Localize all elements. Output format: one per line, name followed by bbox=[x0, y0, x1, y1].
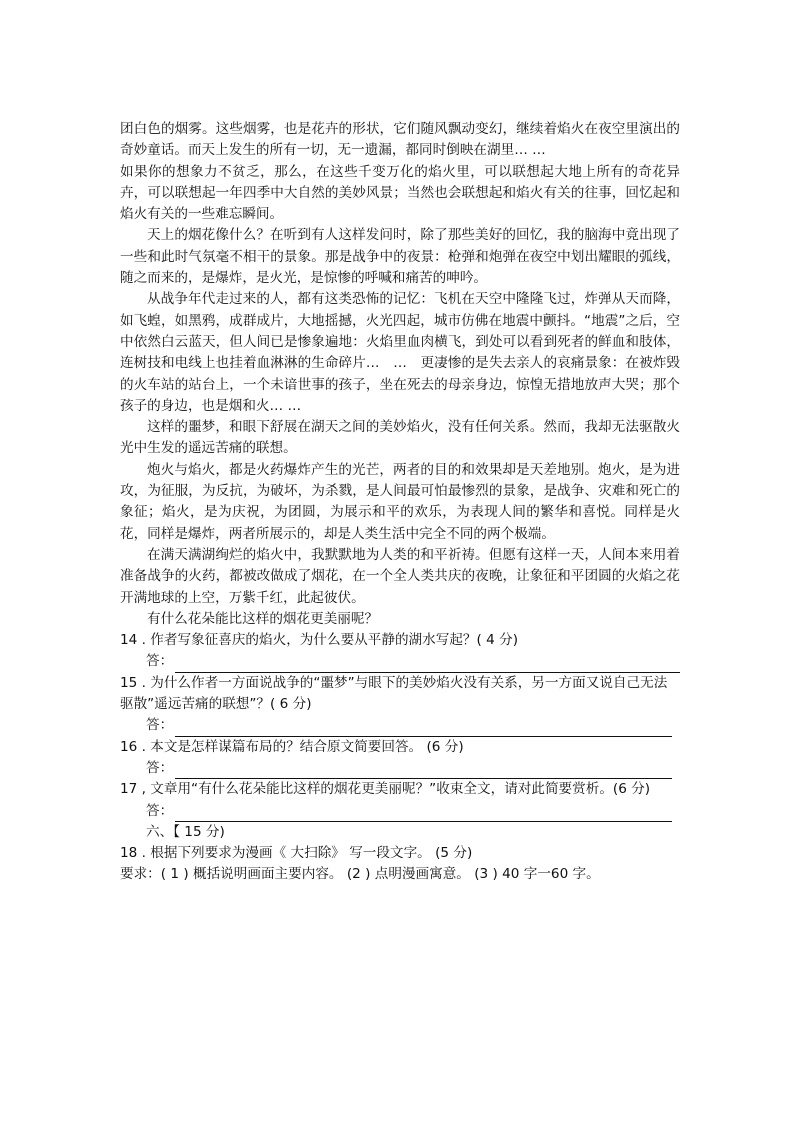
question-14: 14 . 作者写象征喜庆的焰火，为什么要从平静的湖水写起？( 4 分) bbox=[120, 632, 519, 649]
paragraph-6: 炮火与焰火，都是火药爆炸产生的光芒，两者的目的和效果却是天差地别。炮火，是为进攻，为征服，为反抗，为破坏，为杀戮，是人间最可怕最惨烈的景象，是战争、灾难和死亡的象征；焰火，是为庆祝，为团圆，为展示和平的欢乐，为表现人间的繁华和喜悦。同样是火花，同样是爆炸，两者所展示的，却是人类生活中完全不同的两个极端。 bbox=[120, 461, 680, 542]
answer-17-line[interactable] bbox=[175, 806, 672, 822]
paragraph-8: 有什么花朵能比这样的烟花更美丽呢？ bbox=[147, 610, 379, 627]
answer-label: 答： bbox=[146, 717, 174, 734]
paragraph-1: 团白色的烟雾。这些烟雾，也是花卉的形状，它们随风飘动变幻，继续着焰火在夜空里演出的奇妙童话。而天上发生的所有一切，无一遗漏，都同时倒映在湖里… … bbox=[120, 121, 680, 159]
answer-label: 答： bbox=[146, 653, 174, 670]
answer-label: 答： bbox=[146, 802, 174, 819]
answer-15-line[interactable] bbox=[175, 721, 672, 737]
question-18: 18 . 根据下列要求为漫画《 大扫除》 写一段文字。 (5 分) bbox=[120, 845, 473, 862]
answer-label: 答： bbox=[146, 759, 174, 776]
answer-16-row bbox=[120, 758, 680, 779]
question-16: 16 . 本文是怎样谋篇布局的？结合原文简要回答。 (6 分) bbox=[120, 738, 464, 755]
question-18-requirements: 要求：( 1 ) 概括说明画面主要内容。 (2 ) 点明漫画寓意。 (3 ) 40 字一60 字。 bbox=[120, 866, 600, 883]
answer-14-line[interactable] bbox=[175, 657, 680, 673]
answer-16-line[interactable] bbox=[175, 763, 672, 779]
answer-15-row bbox=[120, 715, 680, 736]
answer-14-row bbox=[120, 651, 680, 672]
section-6-heading: 六、【 15 分) bbox=[146, 823, 225, 840]
paragraph-2: 如果你的想象力不贫乏，那么，在这些千变万化的焰火里，可以联想起大地上所有的奇花异卉，可以联想起一年四季中大自然的美妙风景；当然也会联想起和焰火有关的往事，回忆起和焰火有关的一些难忘瞬间。 bbox=[120, 163, 680, 223]
document-page bbox=[120, 119, 680, 886]
paragraph-7: 在满天满湖绚烂的焰火中，我默默地为人类的和平祈祷。但愿有这样一天，人间本来用着准备战争的火药，都被改做成了烟花，在一个全人类共庆的夜晚，让象征和平团圆的火焰之花开满地球的上空，万紫千红，此起彼伏。 bbox=[120, 546, 680, 606]
question-17: 17 , 文章用“有什么花朵能比这样的烟花更美丽呢？”收束全文，请对此简要赏析。(6 分) bbox=[120, 781, 651, 798]
question-15: 15 . 为什么作者一方面说战争的“噩梦”与眼下的美妙焰火没有关系，另一方面又说自己无法驱散”遥远苦痛的联想”？( 6 分) bbox=[120, 674, 668, 713]
answer-17-row bbox=[120, 801, 680, 822]
paragraph-4: 从战争年代走过来的人，都有这类恐怖的记忆：飞机在天空中隆隆飞过，炸弹从天而降，如飞蝗，如黑鸦，成群成片，大地摇撼，火光四起，城市仿佛在地震中颤抖。“地震”之后，空中依然白云蓝天，但人间已是惨象遍地：火焰里血肉横飞，到处可以看到死者的鲜血和肢体，连树技和电线上也挂着血淋淋的生命碎片… … 更凄惨的是失去亲人的哀痛景象：在被炸毁的火车站的站台上，一个未谙世事的孩子，坐在死去的母亲身边，惊惶无措地放声大哭；那个孩子的身边，也是烟和火… … bbox=[120, 291, 680, 414]
paragraph-3: 天上的烟花像什么？在听到有人这样发问时，除了那些美好的回忆，我的脑海中竟出现了一些和此时气氛毫不相干的景象。那是战争中的夜景：枪弹和炮弹在夜空中划出耀眼的弧线，随之而来的，是爆炸，是火光，是惊惨的呼喊和痛苦的呻吟。 bbox=[120, 227, 680, 287]
paragraph-5: 这样的噩梦，和眼下舒展在湖天之间的美妙焰火，没有任何关系。然而，我却无法驱散火光中生发的遥远苦痛的联想。 bbox=[120, 419, 680, 457]
